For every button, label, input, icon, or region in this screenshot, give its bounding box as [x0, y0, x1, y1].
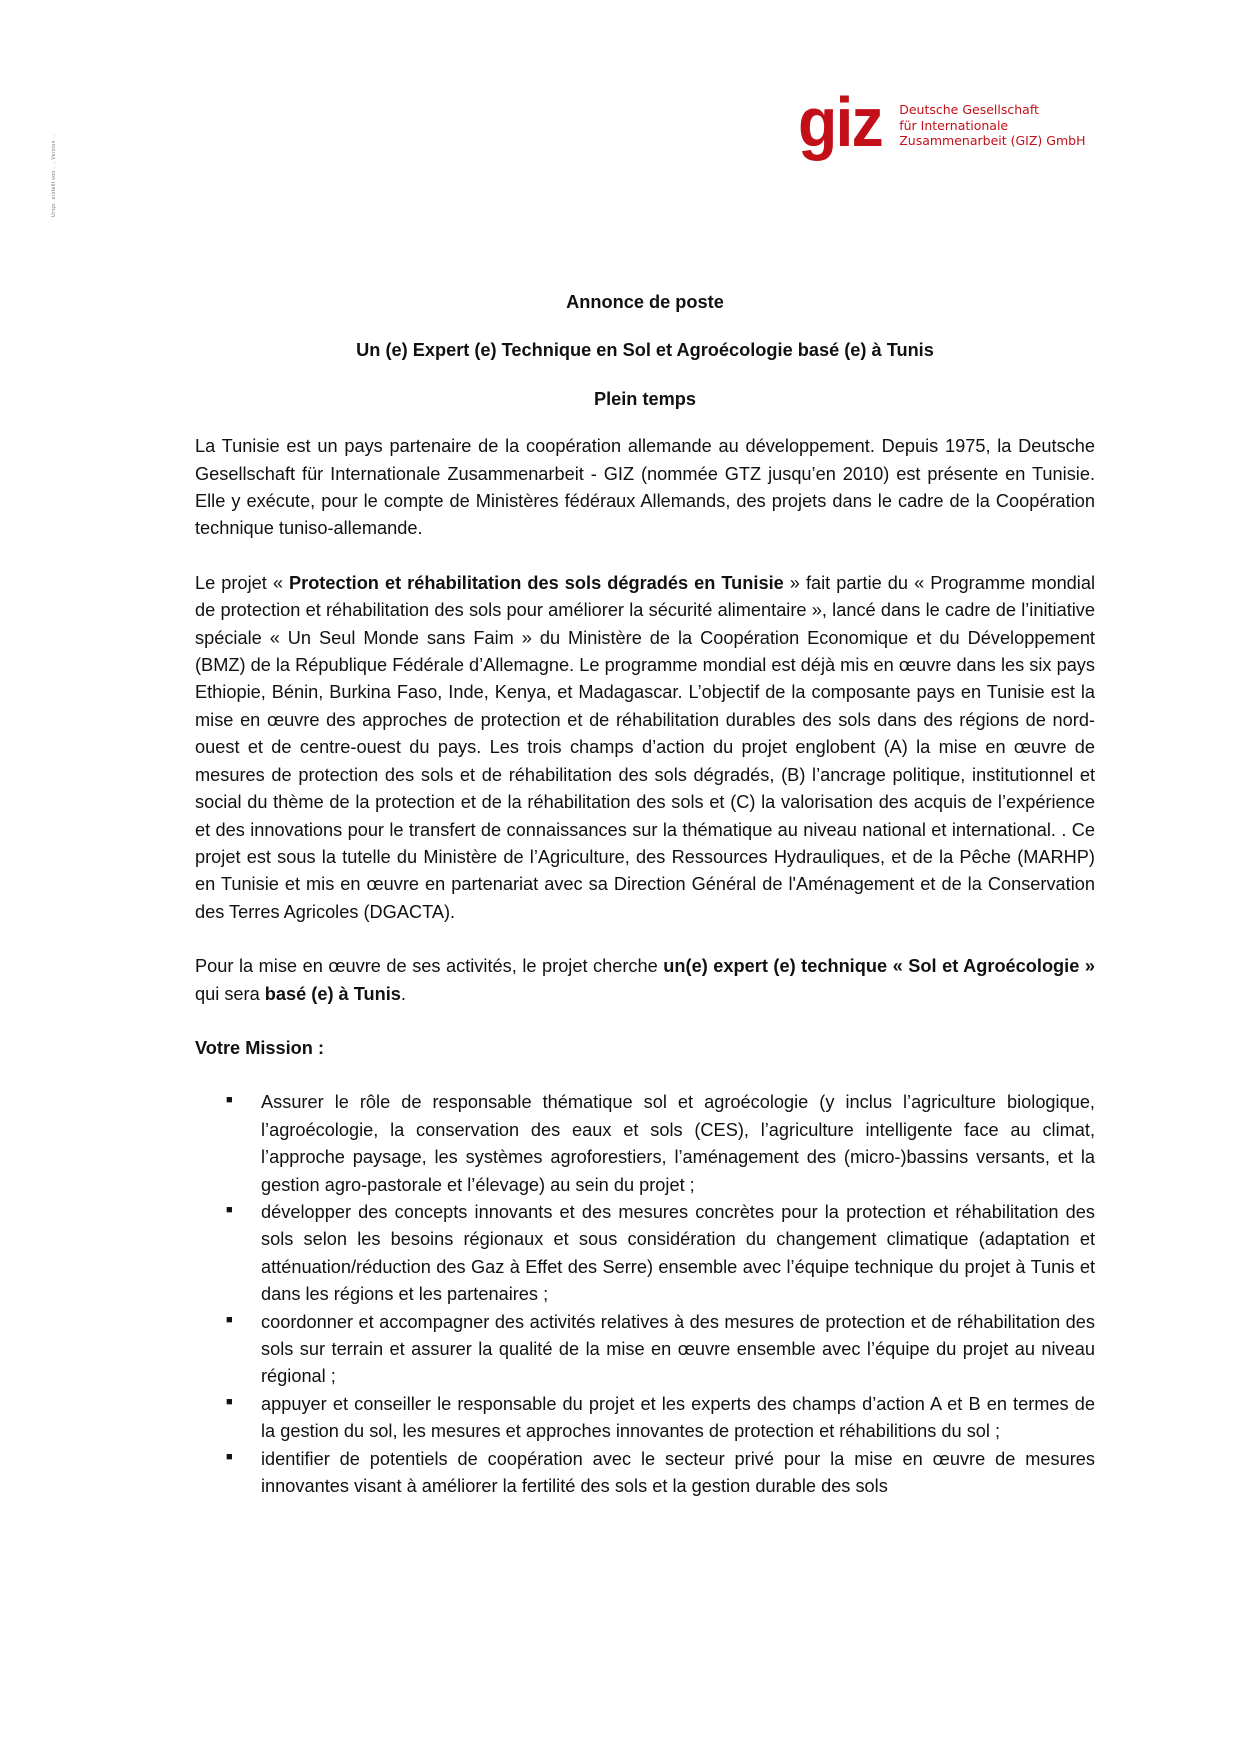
search-text-1: Pour la mise en œuvre de ses activités, le projet cherche — [195, 956, 664, 977]
mission-item-text: identifier de potentiels de coopération avec le secteur privé pour la mise en œuvre de mesures innovantes visant à améliorer la fertilité des sols et la gestion durable des sols — [261, 1448, 1095, 1497]
mission-item — [195, 1309, 1095, 1391]
mission-item-text: appuyer et conseiller le responsable du projet et les experts des champs d’action A et B en termes de la gestion du sol, les mesures et approches innovantes de protection et réhabilitions du sol ; — [261, 1393, 1095, 1442]
bullet-icon: ■ — [226, 1313, 233, 1326]
project-prefix: Le projet « — [195, 572, 289, 593]
logo-mark: giz — [798, 83, 882, 161]
intro-paragraph: La Tunisie est un pays partenaire de la coopération allemande au développement. Depuis 1975, la Deutsche Gesellschaft für Internationale Zusammenarbeit - GIZ (nommée GTZ jusqu’en 2010) est présente en Tunisie. Elle y exécute, pour le compte de Ministères fédéraux Allemands, des projets dans le cadre de la Coopération technique tuniso-allemande. — [195, 436, 1095, 539]
logo-line-2: für Internationale — [899, 117, 1009, 133]
bullet-icon: ■ — [226, 1450, 233, 1463]
project-description: » fait partie du « Programme mondial de protection et réhabilitation des sols pour améliorer la sécurité alimentaire », lancé dans le cadre de l’initiative spéciale « Un Seul Monde sans Faim » du Ministère de la Coopération Economique et du Développement (BMZ) de la République Fédérale d’Allemagne. Le programme mondial est déjà mis en œuvre dans les six pays Ethiopie, Bénin, Burkina Faso, Inde, Kenya, et Madagascar. L’objectif de la composante pays en Tunisie est la mise en œuvre des approches de protection et de réhabilitation durables des sols dans des régions de nord-ouest et de centre-ouest du pays. Les trois champs d’action du projet englobent (A) la mise en œuvre de mesures de protection des sols et de réhabilitation des sols dégradés, (B) l’ancrage politique, institutionnel et social du thème de la protection et de la réhabilitation des sols et (C) la valorisation des acquis de l’expérience et des innovations pour le transfert de connaissances sur la thématique au niveau national et international. . Ce projet est sous la tutelle du Ministère de l’Agriculture, des Ressources Hydrauliques, et de la Pêche (MARHP) en Tunisie et mis en œuvre en partenariat avec sa Direction Général de l'Aménagement et de la Conservation des Terres Agricoles (DGACTA). — [195, 572, 1095, 922]
logo-line-1: Deutsche Gesellschaft — [899, 102, 1039, 117]
search-text-3: . — [400, 983, 406, 1004]
bullet-icon: ■ — [226, 1395, 233, 1408]
mission-item — [195, 1391, 1095, 1446]
mission-item-text: Assurer le rôle de responsable thématique sol et agroécologie (y inclus l’agriculture biologique, l’agroécologie, la conservation des eaux et sols (CES), l’agriculture intelligente face au climat, l’approche paysage, les systèmes agroforestiers, l’aménagement des (micro-)bassins versants, et la gestion agro-pastorale et l’élevage) au sein du projet ; — [261, 1092, 1095, 1195]
logo-line-3: Zusammenarbeit (GIZ) GmbH — [899, 133, 1086, 148]
mission-item-text: coordonner et accompagner des activités relatives à des mesures de protection et de réhabilitation des sols sur terrain et assurer la qualité de la mise en œuvre ensemble avec l’équipe du projet au niveau régional ; — [261, 1311, 1095, 1387]
logo-text — [899, 102, 1085, 149]
mission-item — [195, 1446, 1095, 1501]
document-title: Annonce de poste — [566, 292, 724, 312]
job-title: Un (e) Expert (e) Technique en Sol et Agroécologie basé (e) à Tunis — [356, 340, 934, 361]
side-note-text: Urspr. erstellt von ..., Version ... — [51, 133, 57, 217]
mission-item-text: développer des concepts innovants et des mesures concrètes pour la protection et réhabilitation des sols selon les besoins régionaux et sous considération du changement climatique (adaptation et atténuation/réduction des Gaz à Effet des Serre) ensemble avec l’équipe technique du projet à Tunis et dans les régions et les partenaires ; — [261, 1201, 1095, 1305]
search-position: un(e) expert (e) technique « Sol et Agroécologie » — [663, 956, 1095, 977]
giz-logo — [798, 83, 1086, 161]
search-text-2: qui sera — [195, 983, 265, 1004]
search-paragraph — [195, 953, 1095, 1008]
mission-item — [195, 1199, 1095, 1309]
bullet-icon: ■ — [226, 1203, 233, 1216]
document-body — [195, 289, 1095, 1500]
contract-type: Plein temps — [593, 388, 697, 409]
mission-list — [195, 1089, 1095, 1500]
project-paragraph — [195, 570, 1095, 926]
bullet-icon: ■ — [226, 1094, 233, 1107]
mission-item — [195, 1089, 1095, 1199]
search-location: basé (e) à Tunis — [264, 983, 401, 1004]
project-name: Protection et réhabilitation des sols dégradés en Tunisie — [288, 572, 784, 593]
side-note — [50, 105, 58, 245]
mission-heading: Votre Mission : — [195, 1037, 325, 1058]
